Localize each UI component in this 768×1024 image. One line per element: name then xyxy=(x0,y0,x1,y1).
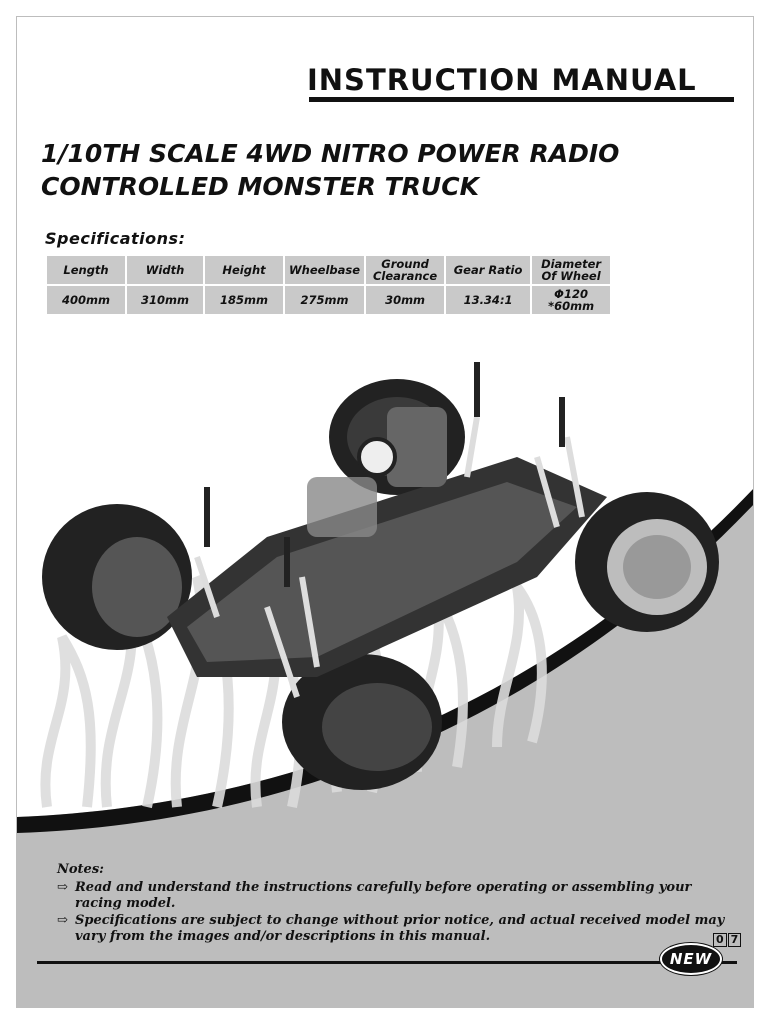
spec-header-row xyxy=(47,256,610,284)
spec-header-cell: Ground Clearance xyxy=(366,256,444,284)
year-mark xyxy=(712,933,741,947)
spec-header-cell: Diameter Of Wheel xyxy=(532,256,610,284)
notes-section xyxy=(57,862,727,946)
specifications-heading: Specifications: xyxy=(45,229,186,248)
manual-cover-page xyxy=(16,16,754,1008)
year-digit: 0 xyxy=(713,933,727,947)
spec-value-cell: 185mm xyxy=(205,286,283,314)
notes-heading: Notes: xyxy=(57,862,104,877)
spec-value-cell: 30mm xyxy=(366,286,444,314)
spec-value-cell: Φ120 *60mm xyxy=(532,286,610,314)
product-title-line: CONTROLLED MONSTER TRUCK xyxy=(41,172,479,201)
note-item xyxy=(57,880,727,913)
spec-header-cell: Gear Ratio xyxy=(446,256,530,284)
spec-value-cell: 13.34:1 xyxy=(446,286,530,314)
spec-header-cell: Width xyxy=(127,256,203,284)
footer-rule xyxy=(37,961,737,964)
specifications-table xyxy=(45,254,612,316)
spec-value-cell: 400mm xyxy=(47,286,125,314)
spec-header-cell: Length xyxy=(47,256,125,284)
year-digit: 7 xyxy=(728,933,742,947)
note-text: racing model. xyxy=(75,896,176,911)
note-item xyxy=(57,913,727,946)
spec-header-cell: Wheelbase xyxy=(285,256,364,284)
product-title xyxy=(41,137,741,203)
spec-header-cell: Height xyxy=(205,256,283,284)
spec-value-cell: 275mm xyxy=(285,286,364,314)
hollow-arrow-icon: ⇨ xyxy=(57,879,68,895)
engine xyxy=(387,407,447,487)
spec-value-row xyxy=(47,286,610,314)
new-badge: NEW xyxy=(660,943,722,975)
spec-value-cell: 310mm xyxy=(127,286,203,314)
fuel-tank xyxy=(307,477,377,537)
note-text: Read and understand the instructions carefully before operating or assembling your xyxy=(75,879,692,895)
hollow-arrow-icon: ⇨ xyxy=(57,912,68,928)
note-text: Specifications are subject to change without prior notice, and actual received model may xyxy=(75,912,725,928)
note-text: vary from the images and/or descriptions in this manual. xyxy=(75,929,491,944)
title-underline xyxy=(309,97,734,102)
product-title-line: 1/10TH SCALE 4WD NITRO POWER RADIO xyxy=(41,139,620,168)
manual-title: INSTRUCTION MANUAL xyxy=(307,63,697,97)
